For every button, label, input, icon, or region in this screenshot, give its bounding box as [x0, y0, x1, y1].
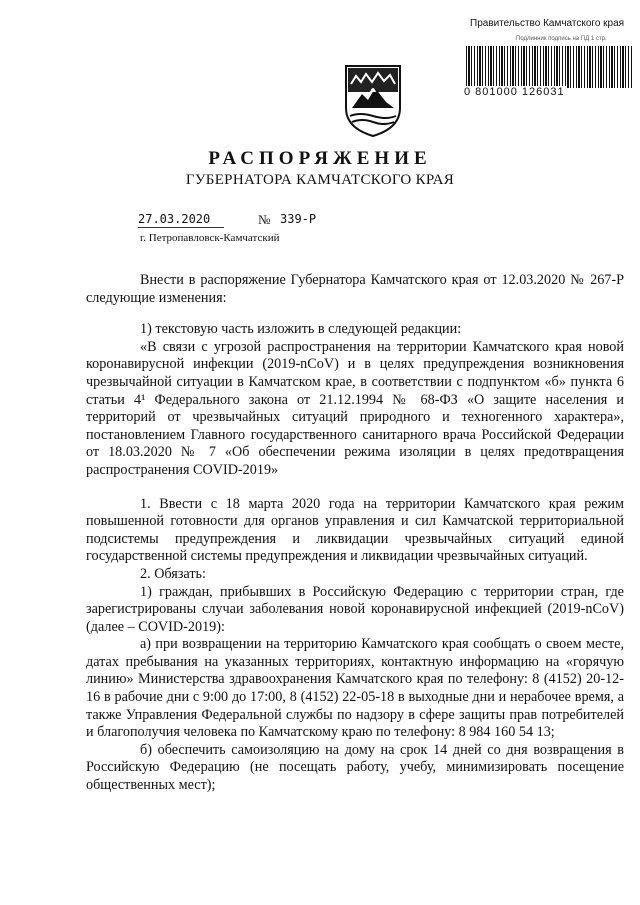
document-body [86, 272, 624, 795]
registration-stamp [452, 14, 632, 106]
paragraph-2: 2. Обязать: [140, 565, 206, 582]
quoted-text: «В связи с угрозой распространения на территории Камчатского края новой коронавирусной инфекции (2019-nCoV) и в целях предупреждения возникновения чрезвычайной ситуации в Камчатском крае, в соответствии с подпунктом «б» пункта 6 статьи 4¹ Федерального закона от 21.12.1994 № 68-ФЗ «О защите населения и территорий от чрезвычайных ситуаций природного и техногенного характера», постановлением Главного государственного санитарного врача Российской Федерации от 18.03.2020 № 7 «Об обеспечении режима изоляции в целях предотвращения распространения COVID-2019» [86, 338, 624, 478]
paragraph-2-1: 1) граждан, прибывших в Российскую Федерацию с территории стран, где зарегистрированы случаи заболевания новой коронавирусной инфекцией (2019-nCoV) (далее – COVID-2019): [86, 583, 624, 635]
stamp-code: 0 801000 126031 [464, 86, 565, 98]
document-date: 27.03.2020 [138, 212, 224, 228]
stamp-note: Подлинник подпись на ПД 1 стр. [516, 36, 607, 42]
document-city: г. Петропавловск-Камчатский [140, 232, 280, 244]
paragraph-1: 1. Ввести с 18 марта 2020 года на территории Камчатского края режим повышенной готовности для органов управления и сил Камчатской территориальной подсистемы предупреждения и ликвидации чрезвычайных ситуаций единой государственной системы предупреждения и ликвидации чрезвычайных ситуаций. [86, 495, 624, 565]
document-subtitle: ГУБЕРНАТОРА КАМЧАТСКОГО КРАЯ [185, 172, 455, 188]
kamchatka-coat-of-arms-icon [342, 62, 404, 138]
item-1: 1) текстовую часть изложить в следующей редакции: [140, 321, 462, 338]
paragraph-2-1-a: а) при возвращении на территорию Камчатского края сообщать о своем месте, датах пребывания на указанных территориях, контактную информацию на «горячую линию» Министерства здравоохранения Камчатского края по телефону: 8 (4152) 20-12-16 в рабочие дни с 9:00 до 17:00, 8 (4152) 22-05-18 в выходные дни и нерабочее время, а также Управления Федеральной службы по надзору в сфере защиты прав потребителей и благополучия человека по Камчатскому краю по телефону: 8 984 160 54 13; [86, 636, 624, 741]
document-number: 339-Р [280, 212, 317, 226]
barcode [466, 46, 632, 88]
number-label: № [258, 212, 271, 227]
intro-paragraph: Внести в распоряжение Губернатора Камчатского края от 12.03.2020 № 267-Р следующие изменения: [86, 272, 624, 306]
paragraph-2-1-b: б) обеспечить самоизоляцию на дому на срок 14 дней со дня возвращения в Российскую Федерацию (не посещать работу, учебу, минимизировать посещение общественных мест); [86, 741, 624, 794]
document-title: РАСПОРЯЖЕНИЕ [208, 148, 432, 169]
stamp-organization: Правительство Камчатского края [470, 18, 625, 29]
